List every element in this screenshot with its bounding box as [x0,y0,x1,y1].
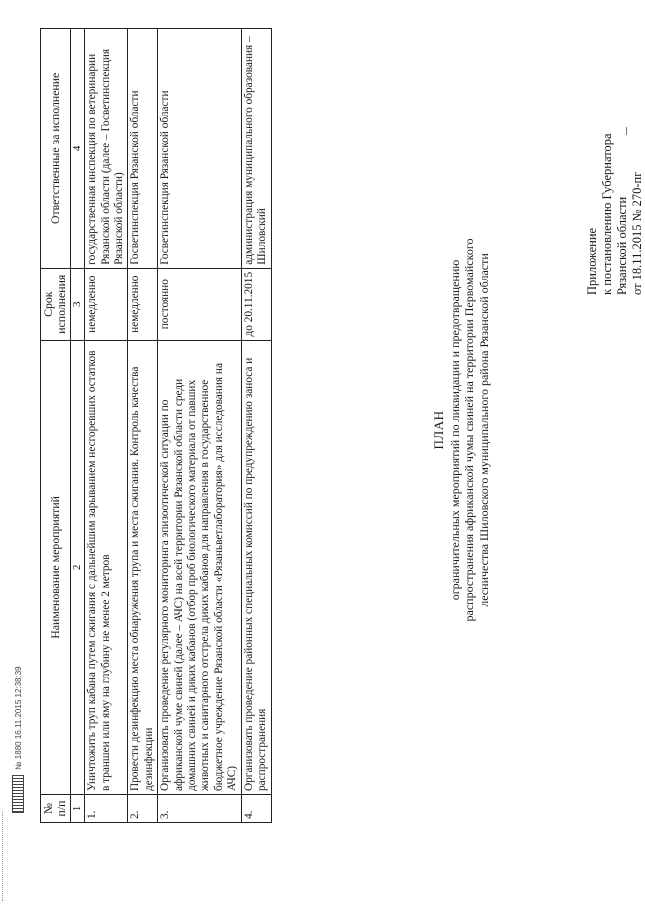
measure-name: Уничтожить труп кабана путем сжигания с дальнейшим зарыванием несгоревших остатков в траншеи или яму на глубину не менее 2 метров [85,340,128,794]
column-number-row [70,29,84,823]
measure-responsible: Госветинспекция Рязанской области [128,29,158,269]
table-row [241,29,271,823]
plan-subtitle-line1: ограничительных мероприятий по ликвидации и предотвращению [447,259,462,601]
measure-term: до 20.11.2015 [241,268,271,340]
measure-term: немедленно [85,268,128,340]
plan-title-block [432,190,491,670]
column-number: 1 [70,795,84,823]
row-number: 3. [158,795,241,823]
measure-name: Провести дезинфекцию места обнаружения трупа и места сжигания. Контроль качества дезинфекции [128,340,158,794]
column-number: 4 [70,29,84,269]
measure-term: постоянно [158,268,241,340]
header-term: Срок исполнения [41,268,71,340]
plan-title: ПЛАН [431,410,446,450]
appendix-line-decree: к постановлению Губернатора [600,133,614,295]
header-name: Наименование мероприятий [41,340,71,794]
column-number: 2 [70,340,84,794]
appendix-header [585,25,645,295]
appendix-line-region: Рязанской области [615,196,629,295]
scan-artifact [2,811,4,901]
row-number: 4. [241,795,271,823]
row-number: 1. [85,795,128,823]
measure-responsible: администрация муниципального образования – Шиловский [241,29,271,269]
header-responsible: Ответственные за исполнение [41,29,71,269]
measure-name: Организовать проведение районных специальных комиссий по предупреждению заноса и распространения [241,340,271,794]
row-number: 2. [128,795,158,823]
table-row [158,29,241,823]
header-num: № п/п [41,795,71,823]
appendix-title: Приложение [585,227,599,295]
measure-term: немедленно [128,268,158,340]
table-row [85,29,128,823]
measure-responsible: Госветинспекция Рязанской области [158,29,241,269]
appendix-line-date: от 18.11.2015 № 270-пг [630,171,644,295]
table-row [128,29,158,823]
plan-subtitle-line2: распространения африканской чумы свиней на территории Первомайского [462,238,476,622]
scan-artifact [626,127,627,135]
measure-responsible: государственная инспекция по ветеринарии Рязанской области (далее – Госветинспекция Рязанской области) [85,29,128,269]
registration-number: № 1880 16.11.2015 12:38:39 [13,666,23,770]
plan-subtitle-line3: лесничества Шиловского муниципального района Рязанской области [476,253,491,607]
table-header-row [41,29,71,823]
registration-stamp [12,666,24,813]
barcode-icon [12,775,24,813]
measures-table [40,28,272,823]
measure-name: Организовать проведение регулярного мониторинга эпизоотической ситуации по африканской чуме свиней (далее – АЧС) на всей территории Рязанской области среди домашних свиней и диких кабанов (отбор проб биологического материала от павших животных и санитарного отстрела диких кабанов для направления в государственное бюджетное учреждение Рязанской области «Рязаньветлаборатория» для исследования на АЧС) [158,340,241,794]
column-number: 3 [70,268,84,340]
